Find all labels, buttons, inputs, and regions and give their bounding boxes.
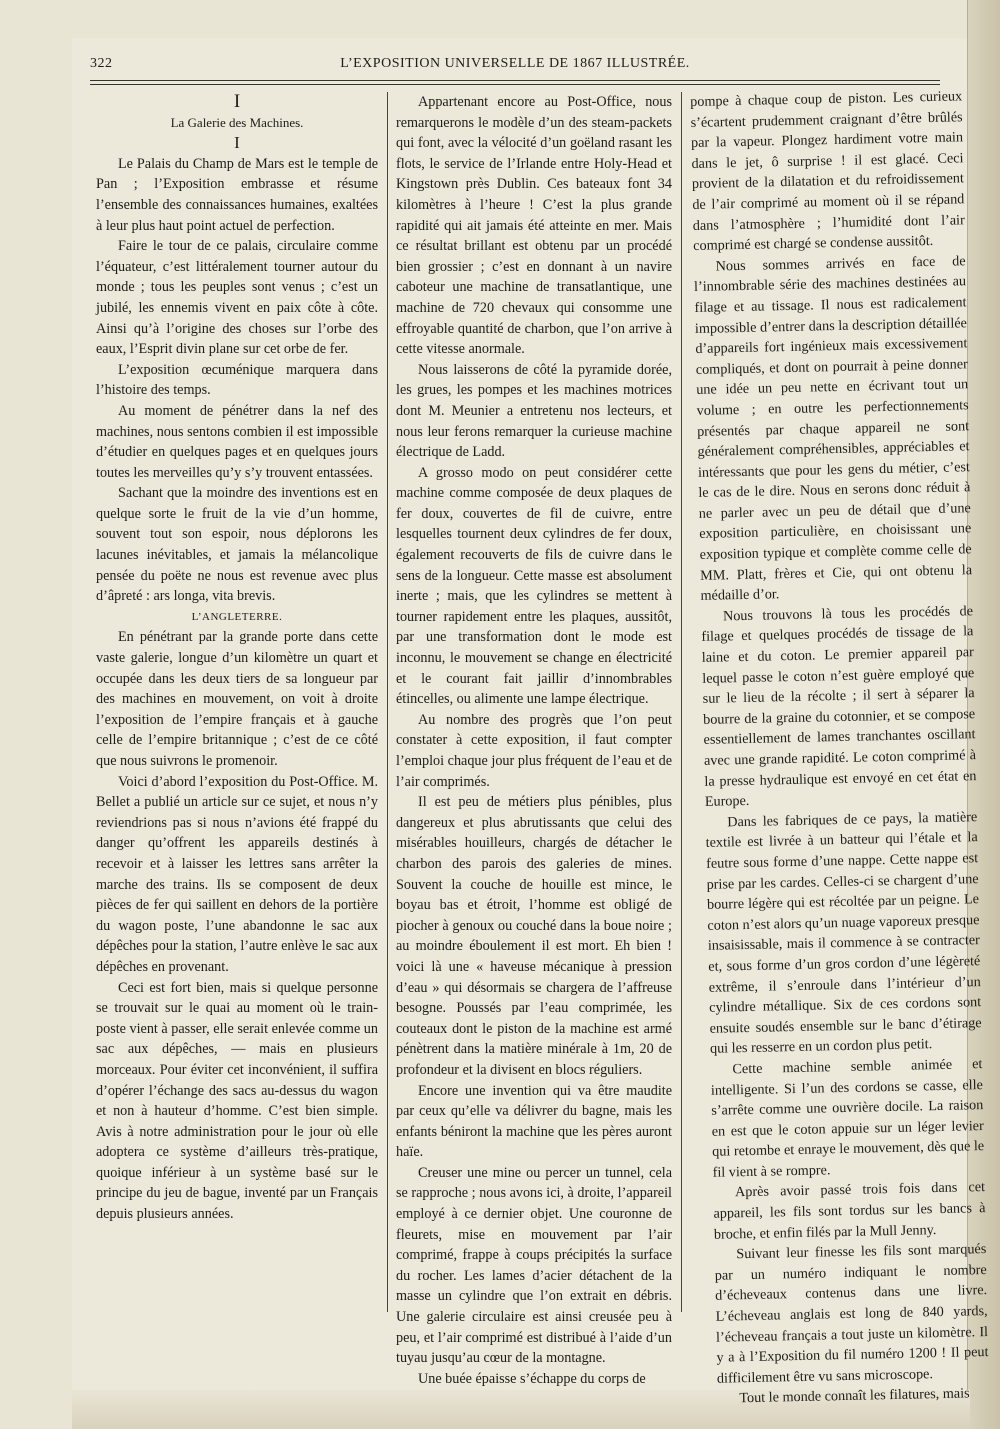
paragraph: Appartenant encore au Post-Office, nous remarquerons le modèle d’un des steam-packets qui font, avec la vélocité d’un goëland rasant les flots, le service de l’Irlande entre Holy-Head et Kingstown près Dublin. Ces bateaux font 34 kilomètres à l’heure ! C’est la plus grande rapidité qui ait jamais été atteinte en mer. Mais ce résultat brillant est obtenu par un procédé bien grossier ; c’est en donnant à un navire caboteur une machine de transatlantique, une machine de 720 chevaux qui consomme une effroyable quantité de charbon, que l’on arrive à cette vitesse anormale. xyxy=(396,94,672,358)
paragraph: Le Palais du Champ de Mars est le temple de Pan ; l’Exposition embrasse et résume l’ensemble des connaissances humaines, exaltées à leur plus haut point actuel de perfection. xyxy=(96,155,378,234)
paragraph: Après avoir passé trois fois dans cet appareil, les fils sont tordus sur les bancs à broche, et enfin filés par la Mull Jenny. xyxy=(713,1179,986,1243)
paragraph: pompe à chaque coup de piston. Les curieux s’écartent prudemment craignant d’être brûlés par la vapeur. Plongez hardiment votre main dans le jet, ô surprise ! il est glacé. Ceci provient de la dilatation et du refroidissement de l’air comprimé au moment où il se répand dans l’atmosphère ; l’humidité dont l’air comprimé est chargé se condense aussitôt. xyxy=(690,88,965,255)
paragraph: Au moment de pénétrer dans la nef des machines, nous sentons combien il est impossible d’étudier en quelques pages et en quelques jours toutes les merveilles qu’y s’y trouvent entassées. xyxy=(96,402,378,481)
paragraph: Voici d’abord l’exposition du Post-Office. M. Bellet a publié un article sur ce sujet, et nous n’y reviendrions pas si nous n’avions été frappé du danger qu’offrent les appareils destinés à recevoir et à laisser les lettres sans arrêter la marche des trains. Ils se composent de deux pièces de fer qui saillent en dehors de la portière du wagon poste, l’une abandonne le sac aux dépêches pour la station, l’autre enlève le sac aux dépêches en provenant. xyxy=(96,773,378,975)
paragraph: Encore une invention qui va être maudite par ceux qu’elle va délivrer du bagne, mais les enfants béniront la machine que les pères auront haïe. xyxy=(396,1082,672,1161)
paragraph: Au nombre des progrès que l’on peut constater à cette exposition, il faut compter l’emploi chaque jour plus fréquent de l’eau et de l’air comprimés. xyxy=(396,711,672,790)
running-title: L’EXPOSITION UNIVERSELLE DE 1867 ILLUSTRÉE. xyxy=(340,56,690,71)
column-divider xyxy=(387,92,388,1312)
column-divider xyxy=(681,92,682,1312)
paragraph: Cette machine semble animée et intelligente. Si l’un des cordons se casse, elle s’arrête comme une ouvrière docile. La raison en est que le coton appuie sur un léger levier qui retombe et enraye le mouvement, dès que le fil vient à se rompre. xyxy=(710,1055,985,1181)
paragraph: Ceci est fort bien, mais si quelque personne se trouvait sur le quai au moment où le train-poste vient à passer, elle serait enlevée comme un sac aux dépêches, — mais en plusieurs morceaux. Pour éviter cet inconvénient, il suffira d’opérer l’échange des sacs au-dessus du wagon et non à hauteur d’homme. C’est bien simple. Avis à notre administration pour le jour où elle adoptera ce système d’ailleurs très-pratique, quoique inférieur à un système basé sur le principe du jeu de bague, inventé par un Français depuis plusieurs années. xyxy=(96,979,378,1223)
subheading: L’ANGLETERRE. xyxy=(191,610,283,623)
chapter-numeral: I xyxy=(233,91,241,112)
sub-numeral: I xyxy=(234,133,240,153)
page-number: 322 xyxy=(90,56,113,71)
paragraph: Sachant que la moindre des inventions est en quelque sorte le fruit de la vie d’un homme, souvent tout son espoir, nous déplorons les lacunes inévitables, et jamais la mélancolique pensée du poëte ne nous est revenue avec plus d’âpreté : ars longa, vita brevis. xyxy=(96,485,378,605)
paragraph: Dans les fabriques de ce pays, la matière textile est livrée à un batteur qui l’étale et la feutre sous forme d’une nappe. Cette nappe est prise par les cardes. Celles-ci se chargent d’une bourre légère qui est récoltée par un peigne. Le coton n’est alors qu’un nuage vaporeux presque insaisissable, mais il commence à se contracter et, sous forme d’un gros cordon d’une légèreté extrême, il s’enroule dans l’intérieur d’un cylindre métallique. Six de ces cordons sont ensuite soudés ensemble sur le banc d’étirage qui les resserre en un cordon plus petit. xyxy=(705,808,982,1058)
paragraph: Faire le tour de ce palais, circulaire comme l’équateur, c’est littéralement tourner autour du monde ; tous les peuples sont venus ; c’est un jubilé, les ennemis vivent en paix côte à côte. Ainsi qu’à l’origine des choses sur l’orbe des eaux, l’Esprit divin plane sur cet orbe de fer. xyxy=(96,238,378,358)
text-column-2 xyxy=(396,92,672,1389)
page-header xyxy=(90,56,940,80)
paragraph: L’exposition œcuménique marquera dans l’histoire des temps. xyxy=(96,361,378,399)
text-column-3 xyxy=(690,86,990,1409)
paragraph: Nous sommes arrivés en face de l’innombrable série des machines destinées au filage et au tissage. Il nous est radicalement impossible d’entrer dans la description détaillée d’appareils fort ingénieux mais excessivement compliqués, et dont on pourrait à peine donner une idée un peu nette en écrivant tout un volume ; en outre les perfectionnements présentés par chaque appareil ne sont généralement compréhensibles, appréciables et intéressants que pour les gens du métier, c’est le cas de le dire. Nous en serons donc réduit à ne parler avec un peu de détail que d’une exposition particulière, en choisissant une exposition typique et complète comme celle de MM. Platt, frères et Cie, qui ont obtenu la médaille d’or. xyxy=(693,253,973,605)
paragraph: Nous laisserons de côté la pyramide dorée, les grues, les pompes et les machines motrices dont M. Meunier a entretenu nos lecteurs, et nous leur ferons remarquer la curieuse machine électrique de Ladd. xyxy=(396,361,672,461)
paragraph: A grosso modo on peut considérer cette machine comme composée de deux plaques de fer doux, couvertes de fil de cuivre, entre lesquelles tournent deux cylindres de fer doux, également recouverts de fils de cuivre dans le sens de la longueur. Cette masse est absolument inerte ; mais, que les cylindres se mettent à tourner rapidement entre les plaques, aussitôt, par une transformation dont le mode est inconnu, le mouvement se change en électricité et le courant fait jaillir d’innombrables étincelles, ou alimente une lampe électrique. xyxy=(396,464,672,708)
paragraph: Une buée épaisse s’échappe du corps de xyxy=(418,1370,646,1387)
text-column-1 xyxy=(96,92,378,1225)
paragraph: Nous trouvons là tous les procédés de filage et quelques procédés de tissage de la laine et du coton. Le premier appareil par lequel passe le coton n’est guère employé que sur le lieu de la récolte ; il sert à séparer la bourre de la graine du cotonnier, et se compose essentiellement de lames tranchantes oscillant avec une grande rapidité. Le coton comprimé à la presse hydraulique est envoyé en cet état en Europe. xyxy=(701,603,977,811)
paragraph: Creuser une mine ou percer un tunnel, cela se rapproche ; nous avons ici, à droite, l’appareil employé à ce dernier objet. Une couronne de fleurets, mise en mouvement par l’air comprimé, frappe à coups précipités la surface du rocher. Les lames d’acier détachent de la masse un cylindre que l’on extrait en débris. Une galerie circulaire est ainsi creusée peu à peu, et l’air comprimé est distribué à l’aide d’un tuyau jusqu’au cœur de la montagne. xyxy=(396,1164,672,1367)
header-rule xyxy=(90,80,940,85)
paragraph: Tout le monde connaît les filatures, mais xyxy=(739,1385,970,1407)
paragraph: Suivant leur finesse les fils sont marqués par un numéro indiquant le nombre d’écheveaux contenus dans une livre. L’écheveau anglais est long de 840 yards, l’écheveau français a tout juste un kilomètre. Il y a à l’Exposition du fil numéro 1200 ! Il peut difficilement être vu sans microscope. xyxy=(714,1241,989,1387)
section-title: La Galerie des Machines. xyxy=(170,114,304,130)
paragraph: En pénétrant par la grande porte dans cette vaste galerie, longue d’un kilomètre un quart et occupée dans les deux tiers de sa longueur par des machines en mouvement, on voit à droite l’exposition de l’empire français et à gauche celle de l’empire britannique ; c’est de ce côté que nous suivrons le promenoir. xyxy=(96,629,378,769)
paragraph: Il est peu de métiers plus pénibles, plus dangereux et plus abrutissants que celui des misérables houilleurs, chargés de détacher le charbon des parois des galeries de mines. Souvent la couche de houille est mince, le boyau bas et étroit, l’homme est obligé de piocher à genoux ou couché dans la boue noire ; au moindre éboulement il est mort. Eh bien ! voici là une « haveuse mécanique à pression d’eau » qui désormais se chargera de l’affreuse besogne. Poussés par l’eau comprimée, les couteaux dont le piston de la machine est armé pénètrent dans la matière minérale à 1m, 20 de profondeur et la divisent en blocs réguliers. xyxy=(396,794,672,1078)
